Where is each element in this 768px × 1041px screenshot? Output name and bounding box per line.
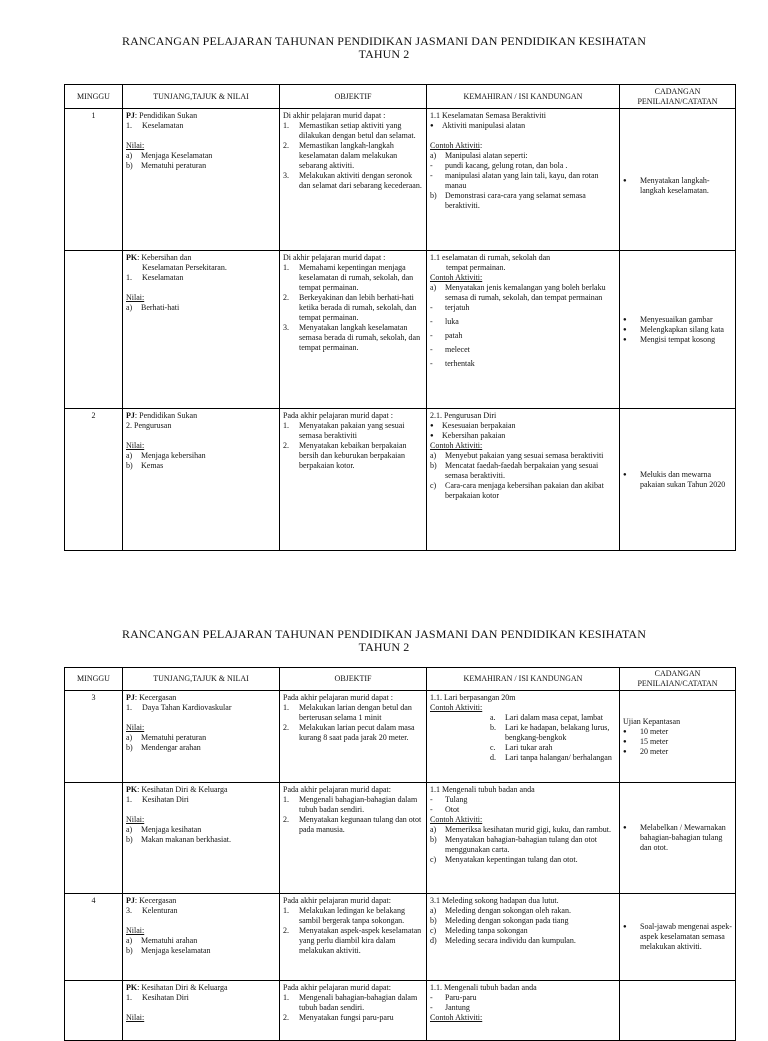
topic-title: Kesihatan Diri [142, 795, 189, 804]
skill-heading: 1.1 Mengenali tubuh badan anda [430, 785, 535, 794]
header-row [65, 85, 736, 109]
bullet-icon: ● [623, 738, 627, 745]
activity-item: Lari dalam masa cepat, lambat [505, 713, 603, 722]
nilai-label: Nilai: [126, 441, 145, 450]
objective-item: Melakukan larian pecut dalam masa kurang 8 saat pada jarak 20 meter. [299, 723, 415, 742]
strand-code: PJ [126, 896, 135, 905]
skill-heading: 1.1 Keselamatan Semasa Beraktiviti [430, 111, 546, 120]
objective-item: Memastikan setiap aktiviti yang dilakukan dengan betul dan selamat. [299, 121, 416, 140]
header-objektif: OBJEKTIF [280, 668, 427, 691]
kemahiran-cell: 1.1 Keselamatan Semasa Beraktiviti ● Aktiviti manipulasi alatan Contoh Aktiviti: a) Manipulasi alatan seperti: - pundi kacang, gelung rotan, dan bola . - manipulasi alatan yang lain tali, kayu, dan rotan manau b) Demonstrasi cara-cara yang selamat semasa beraktiviti. [427, 109, 620, 251]
activity-subitem: Tulang [445, 795, 468, 804]
assessment-item: Melengkapkan silang kata [640, 324, 724, 334]
assessment-item: Mengisi tempat kosong [640, 334, 716, 344]
kemahiran-cell: 1.1 eselamatan di rumah, sekolah dan tempat permainan. Contoh Aktiviti: a) Menyatakan jenis kemalangan yang boleh berlaku semasa di rumah, sekolah, dan tempat permainan - terjatuh - luka - patah - melecet - terhentak [427, 251, 620, 409]
activity-item: Menyatakan kepentingan tulang dan otot. [445, 855, 578, 864]
list-marker: a) [126, 451, 133, 460]
objective-item: Mengenali bahagian-bahagian dalam tubuh badan sendiri. [299, 993, 418, 1012]
header-kemahiran: KEMAHIRAN / ISI KANDUNGAN [427, 668, 620, 691]
bullet-icon: ● [623, 316, 627, 323]
list-marker: b) [126, 835, 133, 844]
strand-title: : Kecergasan [134, 896, 177, 905]
strand-title: : Kesihatan Diri & Keluarga [137, 785, 228, 794]
header-tunjang: TUNJANG,TAJUK & NILAI [123, 668, 280, 691]
activity-subitem: terjatuh [445, 303, 470, 312]
objective-item: Memastikan langkah-langkah keselamatan dalam melakukan sebarang aktiviti. [299, 141, 398, 170]
bullet-icon: ● [430, 423, 434, 429]
header-row [65, 668, 736, 691]
activity-item: Menyebut pakaian yang sesuai semasa beraktiviti [445, 451, 604, 460]
objective-intro: Pada akhir pelajaran murid dapat : [283, 693, 393, 702]
nilai-label: Nilai: [126, 815, 145, 824]
kemahiran-cell: 2.1. Pengurusan Diri ● Kesesuaian berpakaian ● Kebersihan pakaian Contoh Aktiviti: a) Menyebut pakaian yang sesuai semasa beraktiviti b) Mencatat faedah-faedah berpakaian yang sesuai semasa beraktiviti. c) Cara-cara menjaga kebersihan pakaian dan akibat berpakaian kotor [427, 409, 620, 551]
header-kemahiran: KEMAHIRAN / ISI KANDUNGAN [427, 85, 620, 109]
cadangan-cell [620, 783, 736, 894]
list-marker: 1. [126, 795, 132, 804]
topic-title: Keselamatan [142, 273, 184, 282]
objective-item: Menyatakan kebaikan berpakaian bersih dan keburukan berpakaian berpakaian kotor. [299, 441, 407, 470]
list-marker: a) [126, 936, 133, 945]
activity-item: Demonstrasi cara-cara yang selamat semasa beraktiviti. [445, 191, 586, 210]
topic-title: 2. Pengurusan [126, 421, 172, 430]
activity-subitem: pundi kacang, gelung rotan, dan bola . [445, 161, 568, 170]
objective-intro: Pada akhir pelajaran murid dapat: [283, 896, 391, 905]
list-marker: a) [126, 825, 133, 834]
example-label: Contoh Aktiviti: [430, 815, 483, 824]
cadangan-cell [620, 894, 736, 981]
nilai-label: Nilai: [126, 926, 145, 935]
example-label: Contoh Aktiviti: [430, 703, 483, 712]
objektif-cell: Pada akhir pelajaran murid dapat: 1. Mengenali bahagian-bahagian dalam tubuh badan sendiri. 2. Menyatakan kegunaan tulang dan otot pada manusia. [280, 783, 427, 894]
activity-item: Cara-cara menjaga kebersihan pakaian dan akibat berpakaian kotor [445, 481, 604, 500]
nilai-label: Nilai: [126, 1013, 145, 1022]
objective-item: Menyatakan pakaian yang sesuai semasa beraktiviti [299, 421, 405, 440]
activity-item: Menyatakan jenis kemalangan yang boleh berlaku semasa di rumah, sekolah, dan tempat permainan [445, 283, 606, 302]
list-marker: b) [126, 946, 133, 955]
nilai-label: Nilai: [126, 723, 145, 732]
skill-point: Kebersihan pakaian [442, 431, 506, 440]
bullet-icon: ● [623, 326, 627, 333]
assessment-item: Melabelkan / Mewarnakan bahagian-bahagian tulang dan otot. [640, 823, 726, 852]
skill-point: Kesesuaian berpakaian [442, 421, 516, 430]
table-row [65, 783, 736, 894]
week-cell: 3 [65, 691, 123, 783]
strand-title: : Kecergasan [134, 693, 177, 702]
bullet-icon: ● [623, 748, 627, 755]
strand-code: PK [126, 785, 138, 794]
week-cell: 2 [65, 409, 123, 551]
value-item: Mematuhi peraturan [141, 733, 207, 742]
topic-title: Kelenturan [142, 906, 178, 915]
table-row [65, 894, 736, 981]
strand-code: PJ [126, 411, 135, 420]
value-item: Menjaga kebersihan [141, 451, 206, 460]
tunjang-cell [123, 981, 280, 1041]
strand-code: PK [126, 253, 138, 262]
header-cadangan-line2: PENILAIAN/CATATAN [637, 96, 718, 106]
topic-title: Kesihatan Diri [142, 993, 189, 1002]
assessment-item: 10 meter [640, 726, 669, 736]
header-minggu: MINGGU [65, 85, 123, 109]
skill-heading: 2.1. Pengurusan Diri [430, 411, 497, 420]
objective-item: Menyatakan kegunaan tulang dan otot pada manusia. [299, 815, 422, 834]
activity-subitem: manipulasi alatan yang lain tali, kayu, dan rotan manau [445, 171, 599, 190]
kemahiran-cell: 3.1 Meleding sokong hadapan dua lutut. a) Meleding dengan sokongan oleh rakan. b) Meleding dengan sokongan pada tiang c) Meleding tanpa sokongan d) Meleding secara individu dan kumpulan. [427, 894, 620, 981]
topic-title: Keselamatan [142, 121, 184, 130]
strand-code: PK [126, 983, 138, 992]
nilai-label: Nilai: [126, 141, 145, 150]
header-cadangan [620, 85, 736, 109]
skill-point: Aktiviti manipulasi alatan [442, 121, 526, 130]
cadangan-cell [620, 691, 736, 783]
objective-item: Melakukan ledingan ke belakang sambil bergerak tanpa sokongan. [299, 906, 405, 925]
cadangan-cell [620, 251, 736, 409]
list-marker: 1. [126, 703, 132, 712]
strand-code: PJ [126, 693, 135, 702]
week-cell: 4 [65, 894, 123, 981]
assessment-item: 20 meter [640, 746, 669, 756]
objective-intro: Pada akhir pelajaran murid dapat: [283, 785, 391, 794]
header-cadangan-line1: CADANGAN [654, 669, 701, 678]
example-label: Contoh Aktiviti: [430, 1013, 483, 1022]
tunjang-cell [123, 691, 280, 783]
list-marker: 1. [126, 273, 132, 282]
tunjang-cell [123, 783, 280, 894]
bullet-icon: ● [623, 336, 627, 343]
list-marker: a) [126, 733, 133, 742]
objective-intro: Di akhir pelajaran murid dapat : [283, 253, 386, 262]
header-minggu: MINGGU [65, 668, 123, 691]
cadangan-cell [620, 981, 736, 1041]
objektif-cell: Pada akhir pelajaran murid dapat : 1. Melakukan larian dengan betul dan berterusan selama 1 minit 2. Melakukan larian pecut dalam masa kurang 8 saat pada jarak 20 meter. [280, 691, 427, 783]
cadangan-cell [620, 109, 736, 251]
activity-subitem: terhentak [445, 359, 475, 368]
objective-item: Melakukan aktiviti dengan seronok dan selamat dari sebarang kecederaan. [299, 171, 422, 190]
value-item: Makan makanan berkhasiat. [141, 835, 231, 844]
objektif-cell: Di akhir pelajaran murid dapat : 1. Memastikan setiap aktiviti yang dilakukan dengan betul dan selamat. 2. Memastikan langkah-langkah keselamatan dalam melakukan sebarang aktiviti. 3. Melakukan aktiviti dengan seronok dan selamat dari sebarang kecederaan. [280, 109, 427, 251]
week-cell [65, 981, 123, 1041]
bullet-icon: ● [623, 471, 627, 478]
week-cell [65, 783, 123, 894]
document-title [0, 35, 768, 61]
assessment-item: Soal-jawab mengenai aspek-aspek keselamatan semasa melakukan aktiviti. [640, 922, 732, 951]
activity-item: Manipulasi alatan seperti: [445, 151, 528, 160]
list-marker: 3. [126, 906, 132, 915]
activity-item: Lari tanpa halangan/ berhalangan [505, 753, 612, 762]
assessment-item: Melukis dan mewarna pakaian sukan Tahun 2020 [640, 469, 726, 489]
skill-heading: 1.1. Mengenali tubuh badan anda [430, 983, 537, 992]
activity-subitem: Otot [445, 805, 460, 814]
objective-item: Menyatakan aspek-aspek keselamatan yang perlu diambil kira dalam melakukan aktiviti. [299, 926, 422, 955]
objective-item: Berkeyakinan dan lebih berhati-hati ketika berada di rumah, sekolah, dan tempat permainan. [299, 293, 417, 322]
skill-heading: 1.1. Lari berpasangan 20m [430, 693, 516, 702]
strand-title-cont: Keselamatan Persekitaran. [142, 263, 227, 272]
strand-title: : Kesihatan Diri & Keluarga [137, 983, 228, 992]
tunjang-cell [123, 109, 280, 251]
skill-heading-cont: tempat permainan. [446, 263, 506, 272]
assessment-heading: Ujian Kepantasan [623, 716, 681, 726]
activity-item: Lari ke hadapan, belakang lurus, bengkang-bengkok [505, 723, 610, 742]
lesson-plan-table-2 [64, 667, 736, 1041]
activity-item: Lari tukar arah [505, 743, 553, 752]
list-marker: b) [126, 743, 133, 752]
list-marker: a) [126, 151, 133, 160]
header-cadangan [620, 668, 736, 691]
table-row [65, 981, 736, 1041]
bullet-icon: ● [623, 728, 627, 735]
objective-item: Mengenali bahagian-bahagian dalam tubuh badan sendiri. [299, 795, 418, 814]
activity-subitem: Paru-paru [445, 993, 477, 1002]
objektif-cell: Di akhir pelajaran murid dapat : 1. Memahami kepentingan menjaga keselamatan di rumah, sekolah, dan tempat permainan. 2. Berkeyakinan dan lebih berhati-hati ketika berada di rumah, sekolah, dan tempat permainan. 3. Menyatakan langkah keselamatan semasa berada di rumah, sekolah, dan tempat permainan. [280, 251, 427, 409]
assessment-item: Menyesuaikan gambar [640, 314, 713, 324]
strand-title: : Pendidikan Sukan [134, 111, 198, 120]
bullet-icon: ● [623, 177, 627, 184]
header-objektif: OBJEKTIF [280, 85, 427, 109]
objective-intro: Di akhir pelajaran murid dapat : [283, 111, 386, 120]
tunjang-cell [123, 894, 280, 981]
objective-item: Menyatakan langkah keselamatan semasa berada di rumah, sekolah, dan tempat permainan. [299, 323, 421, 352]
table-row [65, 409, 736, 551]
bullet-icon: ● [623, 825, 627, 831]
bullet-icon: ● [623, 924, 627, 930]
objective-item: Melakukan larian dengan betul dan berterusan selama 1 minit [299, 703, 412, 722]
value-item: Menjaga Keselamatan [141, 151, 213, 160]
list-marker: 1. [126, 121, 132, 130]
activity-item: Menyatakan bahagian-bahagian tulang dan otot menggunakan carta. [445, 835, 597, 854]
strand-title: : Pendidikan Sukan [134, 411, 198, 420]
list-marker: a) [126, 303, 133, 312]
week-cell: 1 [65, 109, 123, 251]
title-line-1: RANCANGAN PELAJARAN TAHUNAN PENDIDIKAN JASMANI DAN PENDIDIKAN KESIHATAN [122, 34, 646, 48]
objektif-cell: Pada akhir pelajaran murid dapat: 1. Melakukan ledingan ke belakang sambil bergerak tanpa sokongan. 2. Menyatakan aspek-aspek keselamatan yang perlu diambil kira dalam melakukan aktiviti. [280, 894, 427, 981]
assessment-item: 15 meter [640, 736, 669, 746]
tunjang-cell [123, 409, 280, 551]
activity-item: Memeriksa kesihatan murid gigi, kuku, dan rambut. [445, 825, 611, 834]
document-title-repeat [0, 628, 768, 654]
kemahiran-cell: 1.1. Lari berpasangan 20m Contoh Aktiviti: a. Lari dalam masa cepat, lambat b. Lari ke hadapan, belakang lurus, bengkang-bengkok c. Lari tukar arah d. Lari tanpa halangan/ berhalangan [427, 691, 620, 783]
activity-subitem: melecet [445, 345, 470, 354]
title-line-2: TAHUN 2 [358, 640, 410, 654]
table-row [65, 691, 736, 783]
strand-code: PJ [126, 111, 135, 120]
lesson-plan-table-1 [64, 84, 736, 551]
title-line-2: TAHUN 2 [358, 47, 410, 61]
activity-subitem: luka [445, 317, 459, 326]
bullet-icon: ● [430, 433, 434, 439]
value-item: Mendengar arahan [141, 743, 201, 752]
value-item: Mematuhi arahan [141, 936, 198, 945]
skill-heading: 3.1 Meleding sokong hadapan dua lutut. [430, 896, 559, 905]
activity-item: Meleding dengan sokongan pada tiang [445, 916, 569, 925]
example-label: Contoh Aktiviti [430, 141, 481, 150]
value-item: Kemas [141, 461, 164, 470]
list-marker: 1. [126, 993, 132, 1002]
assessment-item: Menyatakan langkah-langkah keselamatan. [640, 175, 710, 195]
activity-subitem: Jantung [445, 1003, 470, 1012]
value-item: Mematuhi peraturan [141, 161, 207, 170]
objective-intro: Pada akhir pelajaran murid dapat: [283, 983, 391, 992]
activity-item: Meleding tanpa sokongan [445, 926, 528, 935]
value-item: Menjaga kesihatan [141, 825, 202, 834]
objective-intro: Pada akhir pelajaran murid dapat : [283, 411, 393, 420]
nilai-label: Nilai: [126, 293, 145, 302]
header-cadangan-line2: PENILAIAN/CATATAN [637, 679, 718, 688]
list-marker: b) [126, 461, 133, 470]
title-line-1: RANCANGAN PELAJARAN TAHUNAN PENDIDIKAN JASMANI DAN PENDIDIKAN KESIHATAN [122, 627, 646, 641]
activity-subitem: patah [445, 331, 463, 340]
example-label: Contoh Aktiviti: [430, 441, 483, 450]
activity-item: Meleding dengan sokongan oleh rakan. [445, 906, 571, 915]
topic-title: Daya Tahan Kardiovaskular [142, 703, 232, 712]
example-label-colon: : [480, 141, 483, 150]
header-tunjang: TUNJANG,TAJUK & NILAI [123, 85, 280, 109]
activity-item: Mencatat faedah-faedah berpakaian yang sesuai semasa beraktiviti. [445, 461, 599, 480]
kemahiran-cell: 1.1 Mengenali tubuh badan anda - Tulang - Otot Contoh Aktiviti: a) Memeriksa kesihatan murid gigi, kuku, dan rambut. b) Menyatakan bahagian-bahagian tulang dan otot menggunakan carta. c) Menyatakan kepentingan tulang dan otot. [427, 783, 620, 894]
cadangan-cell [620, 409, 736, 551]
table-row [65, 251, 736, 409]
list-marker: b) [126, 161, 133, 170]
kemahiran-cell: 1.1. Mengenali tubuh badan anda - Paru-paru - Jantung Contoh Aktiviti: [427, 981, 620, 1041]
value-item: Berhati-hati [141, 303, 180, 312]
value-item: Menjaga keselamatan [141, 946, 211, 955]
tunjang-cell [123, 251, 280, 409]
activity-item: Meleding secara individu dan kumpulan. [445, 936, 576, 945]
skill-heading: 1.1 eselamatan di rumah, sekolah dan [430, 253, 551, 262]
week-cell [65, 251, 123, 409]
objective-item: Menyatakan fungsi paru-paru [299, 1013, 394, 1022]
example-label: Contoh Aktiviti: [430, 273, 483, 282]
objektif-cell: Pada akhir pelajaran murid dapat: 1. Mengenali bahagian-bahagian dalam tubuh badan sendiri. 2. Menyatakan fungsi paru-paru [280, 981, 427, 1041]
header-cadangan-line1: CADANGAN [654, 86, 701, 96]
strand-title: : Kebersihan dan [137, 253, 192, 262]
table-row [65, 109, 736, 251]
bullet-icon: ● [430, 123, 434, 129]
objektif-cell: Pada akhir pelajaran murid dapat : 1. Menyatakan pakaian yang sesuai semasa beraktiviti 2. Menyatakan kebaikan berpakaian bersih dan keburukan berpakaian berpakaian kotor. [280, 409, 427, 551]
objective-item: Memahami kepentingan menjaga keselamatan di rumah, sekolah, dan tempat permainan. [299, 263, 414, 292]
